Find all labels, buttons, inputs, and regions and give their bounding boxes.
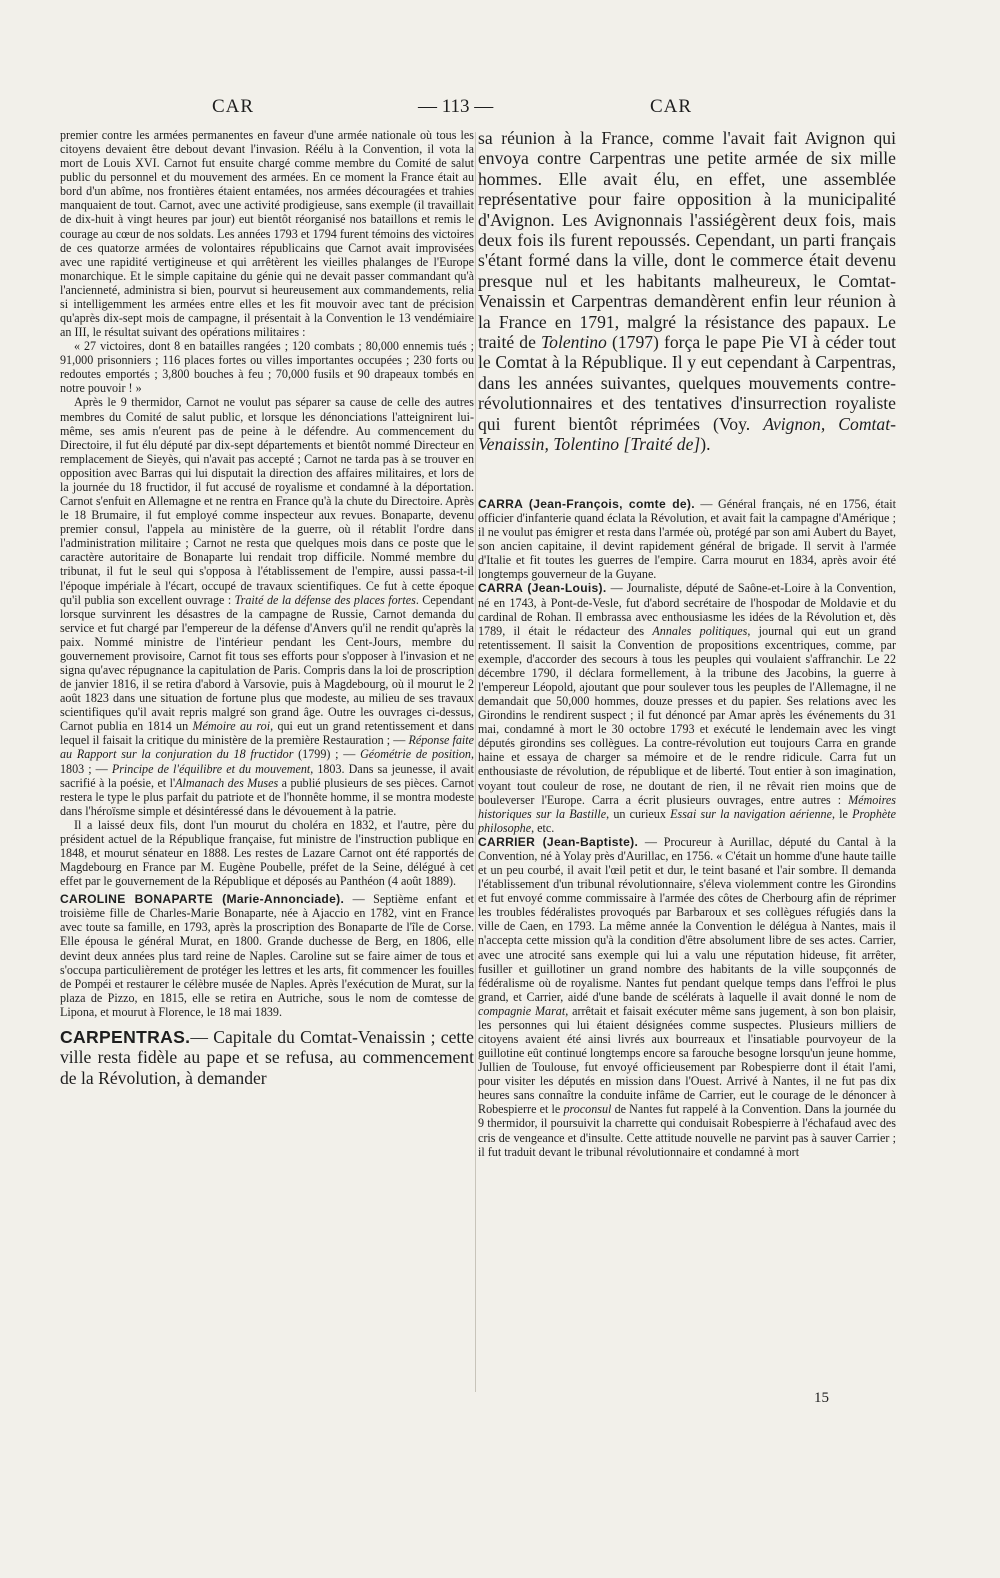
carnot-paragraph-1: premier contre les armées permanentes en faveur d'une armée nationale où tous les citoyens devaient être debout devant l'invasion. Réélu à la Convention, il vota la mort de Louis XVI. Carnot fut ensuite chargé comme membre du Comité de salut public du personnel et du mouvement des armées. En ce moment la France était au bord d'un abîme, nos frontières étaient entamées, nos armées découragées et trahies manquaient de tout. Carnot, avec une activité prodigieuse, sans exemple (il travaillait de dix-huit à vingt heures par jour) eut bientôt réorganisé nos bataillons et remis le courage au cœur de nos soldats. Les années 1793 et 1794 furent témoins des victoires de ces quatorze armées de volontaires républicains que Carnot avait improvisées avec une rapidité vertigineuse et qui arrêtèrent les vieilles phalanges de l'Europe monarchique. Et le simple capitaine du génie qui ne devait passer commandant qu'à l'ancienneté, administra si bien, pourvut si heureusement aux commandements, relia si intelligemment les armées entre elles et les fit mouvoir avec tant de précision qu'après dix-sept mois de campagne, il présentait à la Convention le 13 vendémiaire an III, le résultat suivant des opérations militaires : (60, 128, 474, 340)
entry-caroline-bonaparte: CAROLINE BONAPARTE (Marie-Annonciade). — Septième enfant et troisième fille de Charles-Marie Bonaparte, née à Ajaccio en 1782, vint en France avec toute sa famille, en 1793, après la proscription des Bonaparte de l'île de Corse. Elle épousa le général Murat, en 1800. Grande duchesse de Berg, en 1806, elle devint deux années plus tard reine de Naples. Caroline sut se faire aimer de tous et s'occupa particulièrement de protéger les lettres et les arts, fit commencer les fouilles de Pompéi et restaurer le célèbre musée de Naples. Après l'exécution de Murat, sur la plaza de Pizzo, en 1815, elle se retira en Autriche, sous le nom de comtesse de Lipona, et mourut à Florence, le 18 mai 1839. (60, 892, 474, 1019)
carpentras-continuation: sa réunion à la France, comme l'avait fait Avignon qui envoya contre Carpentras une petite armée de six mille hommes. Elle avait élu, en effet, une assemblée représentative pour faire opposition à la municipalité d'Avignon. Les Avignonnais l'assiégèrent deux fois, mais deux fois ils furent repoussés. Cependant, un parti français s'étant formé dans la ville, dont le commerce était devenu presque nul et les habitants malheureux, le Comtat-Venaissin et Carpentras demandèrent enfin leur réunion à la France en 1791, malgré la résistance des papaux. Le traité de Tolentino (1797) força le pape Pie VI à céder tout le Comtat à la République. Il y eut cependant à Carpentras, dans les années suivantes, quelques mouvements contre-révolutionnaires et des tentatives d'insurrection royaliste qui furent bientôt réprimées (Voy. Avignon, Comtat-Venaissin, Tolentino [Traité de]). (478, 128, 896, 455)
column-rule (475, 132, 476, 1392)
entry-carpentras: CARPENTRAS.— Capitale du Comtat-Venaissin ; cette ville resta fidèle au pape et se refusa, au commencement de la Révolution, à demander (60, 1026, 474, 1088)
carnot-paragraph-4: Il a laissé deux fils, dont l'un mourut du choléra en 1832, et l'autre, père du président actuel de la République française, fut ministre de l'instruction publique en 1848, et mourut sénateur en 1888. Les restes de Lazare Carnot ont été rapportés de Magdebourg en France par M. Eugène Poubelle, préfet de la Seine, délégué à cet effet par le gouvernement de la République et déposés au Panthéon (4 août 1889). (60, 817, 474, 889)
header-right: CAR (650, 96, 693, 117)
entry-headword: CARRA (478, 497, 523, 511)
entry-carra-jean-louis: CARRA (Jean-Louis). — Journaliste, député de Saône-et-Loire à la Convention, né en 1743, à Pont-de-Vesle, fut d'abord secrétaire de l'hospodar de Moldavie et du cardinal de Rohan. Il embrassa avec enthousiasme les idées de la Révolution et, dès 1789, il était le rédacteur des Annales politiques, journal qui eut un grand retentissement. Il saisit la Convention de propositions excentriques, comme, par exemple, d'accorder des secours à tous les peuples qui voulaient s'affranchir. Le 22 décembre 1790, il déclara formellement, à la tribune des Jacobins, la guerre à l'empereur Léopold, ajoutant que pour soulever tous les peuples de l'Allemagne, il ne demandait que 50,000 hommes, douze presses et du papier. Ses relations avec les Girondins le rendirent suspect ; il fut dénoncé par Amar après les événements du 31 mai, condamné à mort le 30 octobre 1793 et exécuté le lendemain avec les vingt députés girondins ses collègues. La contre-révolution eut toujours Carra en grande haine et essaya de charger sa mémoire et de le rendre ridicule. Carra fut un enthousiaste de révolution, de république et de liberté. Tout entier à son imagination, voyant tout couleur de rose, ne doutant de rien, il ne rêvait rien moins que de bouleverser l'Europe. Carra a écrit plusieurs ouvrages, entre autres : Mémoires historiques sur la Bastille, un curieux Essai sur la navigation aérienne, le Prophète philosophe, etc. (478, 581, 897, 835)
entry-headword: CAROLINE BONAPARTE (60, 892, 214, 907)
entry-headword: CARPENTRAS. (60, 1026, 191, 1047)
entry-carrier: CARRIER (Jean-Baptiste). — Procureur à Aurillac, député du Cantal à la Convention, né à Yolay près d'Aurillac, en 1756. « C'était un homme d'une haute taille et un peu courbé, il avait l'œil petit et dur, le teint basané et l'air sombre. Il demanda l'établissement d'un tribunal révolutionnaire, s'éleva violemment contre les Girondins et fut envoyé comme commissaire à l'armée des côtes de Cherbourg afin de réprimer les troubles fédéralistes provoqués par Barbaroux et ses collègues réfugiés dans la ville de Caen, en 1793. La même année la Convention le délégua à Nantes, mais il n'accepta cette mission qu'à la condition d'être absolument libre de ses actes. Carrier, avec une atrocité sans exemple qui lui a valu une réputation hideuse, fit arrêter, fusiller et guillotiner un grand nombre des habitants de la ville soupçonnés de fédéralisme où de royalisme. Nantes fut pendant quelque temps dans l'effroi le plus grand, et Carrier, aidé d'une bande de scélérats à laquelle il avait donné le nom de compagnie Marat, arrêtait et faisait exécuter même sans jugement, à son bon plaisir, les personnes qui lui étaient désignées comme suspectes. Plusieurs milliers de citoyens avaient été ainsi livrés aux bourreaux et l'insatiable pourvoyeur de la guillotine eût continué longtemps encore sa farouche besogne lorsqu'un jeune homme, Jullien de Toulouse, fut envoyé officieusement par Robespierre dont il était l'ami, pour visiter les députés en mission dans l'Ouest. Arrivé à Nantes, il ne fut pas dix heures sans connaître la conduite infâme de Carrier, eut le courage de le dénoncer à Robespierre et le proconsul de Nantes fut rappelé à la Convention. Dans la journée du 9 thermidor, il poursuivit la charrette qui conduisait Robespierre à l'échafaud avec des cris de vengeance et d'insulte. Cette attitude nouvelle ne parvint pas à sauver Carrier ; il fut traduit devant le tribunal révolutionnaire et condamné à mort (478, 834, 896, 1159)
page-number: — 113 — (418, 96, 494, 117)
carnot-quote: « 27 victoires, dont 8 en batailles rangées ; 120 combats ; 80,000 ennemis tués ; 91,000 prisonniers ; 116 places fortes ou villes importantes occupées ; 230 forts ou redoutes emportés ; 3,800 bouches à feu ; 70,000 fusils et 90 drapeaux tombés en notre pouvoir ! » (60, 339, 474, 396)
carnot-paragraph-3: Après le 9 thermidor, Carnot ne voulut pas séparer sa cause de celle des autres membres du Comité de salut public, et lorsque les dénonciations l'atteignirent lui-même, ses amis n'eurent pas de peine à le défendre. Au commencement du Directoire, il fut élu député par dix-sept départements et bientôt nommé Directeur en remplacement de Sieyès, qui n'avait pas accepté ; Carnot ne tarda pas à se trouver en opposition avec Barras qui lui disputait la direction des affaires militaires, et lors de la journée du 18 fructidor, il fut accusé de royalisme et condamné à la déportation. Carnot s'enfuit en Allemagne et ne rentra en France qu'à la chute du Directoire. Après le 18 Brumaire, il fut employé comme inspecteur aux revues. Bonaparte, devenu premier consul, l'appela au ministère de la guerre, où il rétablit l'ordre dans l'administration militaire ; Carnot ne resta que quelques mois dans ce poste que le caractère autoritaire de Bonaparte lui rendait trop difficile. Nommé membre du tribunat, il fut le seul qui s'opposa à l'établissement de l'empire, aussi passa-t-il l'époque impériale à l'écart, occupé de travaux scientifiques. Ce fut à cette époque qu'il publia son excellent ouvrage : Traité de la défense des places fortes. Cependant lorsque survinrent les désastres de la campagne de Russie, Carnot demanda du service et fut chargé par l'empereur de la défense d'Anvers qu'il ne rendit qu'après la paix. Nommé ministre de l'intérieur pendant les Cent-Jours, membre du gouvernement provisoire, Carnot fit tous ses efforts pour s'opposer à l'invasion et ne signa qu'avec répugnance la capitulation de Paris. Compris dans la loi de proscription de janvier 1816, il se retira d'abord à Varsovie, puis à Magdebourg, où il mourut le 2 août 1823 dans une situation de fortune plus que modeste, au milieu de ses travaux scientifiques qu'il avait repris malgré son grand âge. Outre les ouvrages ci-dessus, Carnot publia en 1814 un Mémoire au roi, qui eut un grand retentissement et dans lequel il faisait la critique du ministère de la première Restauration ; — Réponse faite au Rapport sur la conjuration du 18 fructidor (1799) ; — Géométrie de position, 1803 ; — Principe de l'équilibre et du mouvement, 1803. Dans sa jeunesse, il avait sacrifié à la poésie, et l'Almanach des Muses a publié plusieurs de ses pièces. Carnot restera le type le plus parfait du patriote et de l'honnête homme, il se montra modeste dans l'héroïsme simple et désintéressé dans le dévouement à la patrie. (60, 395, 475, 818)
right-column (478, 493, 896, 1159)
entry-headword: CARRIER (478, 834, 536, 849)
left-column (60, 128, 474, 1088)
right-column-carpentras (478, 128, 896, 455)
signature-mark: 15 (814, 1390, 829, 1406)
header-left: CAR (212, 96, 255, 117)
running-header (0, 90, 1000, 130)
entry-carra-jean-francois: CARRA (Jean-François, comte de). — Général français, né en 1756, était officier d'infanterie quand éclata la Révolution, et avait fait la campagne d'Amérique ; il ne voulut pas émigrer et resta dans l'armée où, protégé par son ami Aubert du Bayet, son ancien capitaine, il devint rapidement général de brigade. Il servit à l'armée d'Italie et fit toutes les guerres de l'empire. Carra mourut en 1834, après avoir été longtemps gouverneur de la Guyane. (478, 497, 896, 582)
entry-headword: CARRA (478, 581, 523, 596)
